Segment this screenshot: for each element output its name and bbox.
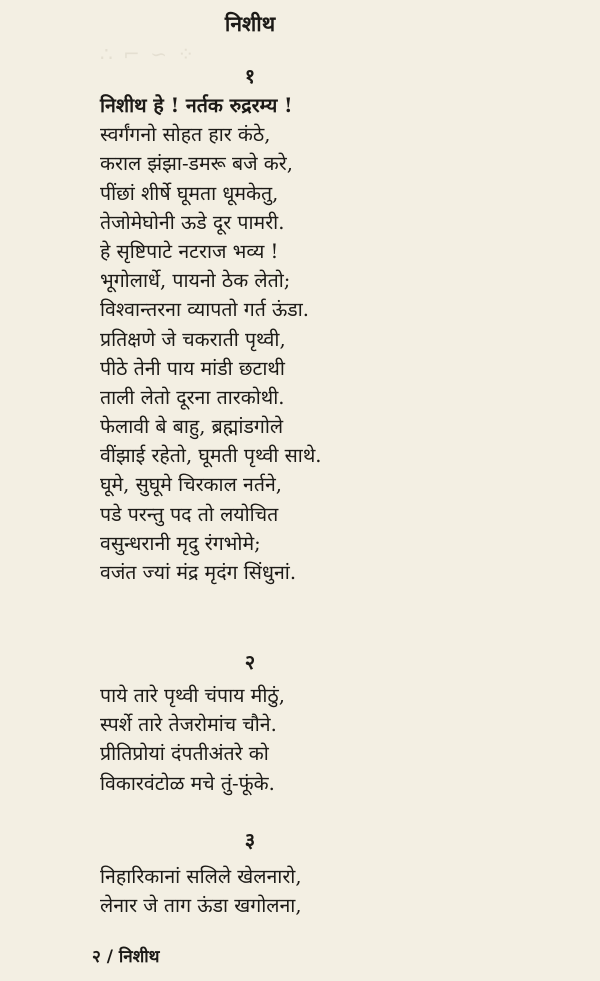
poem-line: प्रतिक्षणे जे चकराती पृथ्वी,: [100, 327, 286, 351]
section-number-1: १: [244, 64, 256, 88]
poem-line: निहारिकानां सलिले खेलनारो,: [100, 865, 302, 888]
poem-line: घूमे, सुघूमे चिरकाल नर्तने,: [100, 473, 282, 497]
stanza-1: [100, 91, 520, 587]
poem-line: प्रीतिप्रोयां दंपतीअंतरे को: [100, 742, 269, 766]
page-title: निशीथ: [224, 11, 276, 36]
poem-line: कराल झंझा-डमरू बजे करे,: [100, 152, 293, 176]
poem-line: निशीथ हे ! नर्तक रुद्ररम्य !: [100, 94, 293, 117]
poem-line: लेनार जे ताग ऊंडा खगोलना,: [100, 894, 302, 918]
section-number-2: २: [244, 650, 256, 674]
poem-line: विकारवंटोळ मचे तुं-फूंके.: [100, 771, 275, 795]
poem-line: स्पर्शे तारे तेजरोमांच चौने.: [100, 713, 277, 737]
section-number-3: ३: [244, 828, 256, 852]
show-through-text: ∴ ⌐ ∽ ⁘: [100, 42, 197, 66]
poem-line: पाये तारे पृथ्वी चंपाय मीठुं,: [100, 684, 285, 707]
poem-line: पींछां शीर्षे घूमता धूमकेतु,: [100, 181, 279, 205]
poem-line: भूगोलार्धे, पायनो ठेक लेतो;: [100, 269, 291, 293]
poem-line: वींझाई रहेतो, घूमती पृथ्वी साथे.: [100, 444, 322, 468]
poem-line: वसुन्धरानी मृदु रंगभोमे;: [100, 531, 261, 555]
stanza-2: [100, 681, 520, 798]
poem-line: तेजोमेघोनी ऊडे दूर पामरी.: [100, 210, 285, 234]
poem-line: विश्वान्तरना व्यापतो गर्त ऊंडा.: [100, 298, 309, 322]
poem-line: पडे परन्तु पद तो लयोचित: [100, 502, 279, 526]
stanza-3: [100, 862, 520, 920]
poem-line: ताली लेतो दूरना तारकोथी.: [100, 385, 285, 409]
poem-line: वजंत ज्यां मंद्र मृदंग सिंधुनां.: [100, 561, 297, 584]
poem-line: हे सृष्टिपाटे नटराज भव्य !: [100, 239, 279, 263]
page-footer: २ / निशीथ: [92, 947, 160, 967]
poem-line: पीठे तेनी पाय मांडी छटाथी: [100, 356, 285, 380]
poem-line: फेलावी बे बाहु, ब्रह्मांडगोले: [100, 415, 284, 439]
poem-line: स्वर्गंगनो सोहत हार कंठे,: [100, 123, 271, 147]
